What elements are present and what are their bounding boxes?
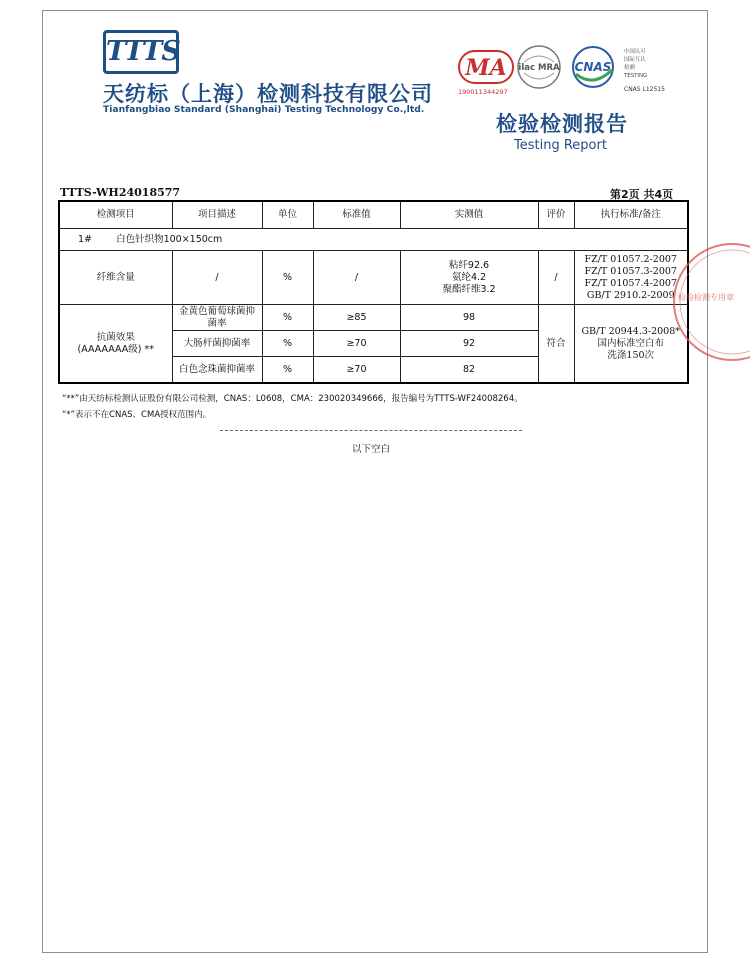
sample-row [59, 229, 688, 251]
test-item [59, 305, 172, 384]
standard-line: FZ/T 01057.2-2007 [584, 253, 677, 265]
unit: % [262, 251, 313, 305]
standard-line: 国内标准空白布 [597, 337, 664, 349]
standard-value: / [313, 251, 400, 305]
dashed-divider [220, 430, 522, 431]
test-item-line: (AAAAAAA级) ** [77, 343, 154, 355]
standard-line: GB/T 2910.2-2009 [586, 289, 675, 301]
measured-line: 氨纶4.2 [451, 271, 487, 283]
measured-value [400, 251, 538, 305]
company-logo [103, 30, 179, 74]
cnas-side-text [624, 48, 647, 80]
measured-value: 98 [400, 305, 538, 331]
ilac-text: ilac MRA [518, 63, 560, 73]
item-description: 大肠杆菌抑菌率 [172, 331, 262, 357]
seal-text: 检验检测专用章 [678, 293, 734, 302]
cnas-side-line: 检测 [624, 65, 635, 71]
table-row [59, 251, 688, 305]
item-description: 金黄色葡萄球菌抑菌率 [172, 305, 262, 331]
sample-description: 白色针织物100×150cm [116, 233, 223, 245]
test-item: 纤维含量 [59, 251, 172, 305]
item-description: 白色念珠菌抑菌率 [172, 357, 262, 384]
cnas-text: CNAS [574, 60, 612, 74]
execution-standard [574, 251, 688, 305]
standard-value: ≥70 [313, 331, 400, 357]
unit: % [262, 305, 313, 331]
table-row [59, 305, 688, 331]
logo-text: TTTS [106, 36, 180, 67]
column-header: 评价 [538, 201, 574, 229]
ilac-mra-icon [516, 44, 562, 90]
page-current: 第2页 [610, 188, 640, 201]
sample-cell [59, 229, 688, 251]
standard-value: ≥85 [313, 305, 400, 331]
unit: % [262, 357, 313, 384]
test-item-line: 抗菌效果 [96, 331, 135, 343]
table-header-row [59, 201, 688, 229]
inspection-seal-icon [672, 232, 734, 372]
measured-value: 92 [400, 331, 538, 357]
company-name-cn: 天纺标（上海）检测科技有限公司 [103, 82, 433, 106]
company-name-en: Tianfangbiao Standard (Shanghai) Testing Technology Co.,ltd. [103, 104, 425, 115]
measured-line: 聚酯纤维3.2 [442, 283, 496, 295]
results-table [58, 200, 689, 384]
column-header: 项目描述 [172, 201, 262, 229]
cma-mark-icon [458, 50, 514, 84]
footnote-scope: “*”表示不在CNAS、CMA授权范围内。 [62, 410, 212, 420]
execution-standard [574, 305, 688, 384]
ma-text: MA [465, 55, 507, 81]
report-number: TTTS-WH24018577 [60, 186, 181, 199]
cnas-side-line: TESTING [624, 73, 648, 79]
column-header: 单位 [262, 201, 313, 229]
sample-id: 1# [78, 233, 93, 245]
page-total: 共4页 [643, 188, 674, 201]
standard-value: ≥70 [313, 357, 400, 384]
cnas-side-line: 国际互认 [624, 57, 646, 63]
standard-line: FZ/T 01057.4-2007 [584, 277, 677, 289]
report-title-en: Testing Report [514, 138, 607, 153]
column-header: 实测值 [400, 201, 538, 229]
measured-value: 82 [400, 357, 538, 384]
report-title-cn: 检验检测报告 [496, 112, 628, 136]
standard-line: GB/T 20944.3-2008* [581, 325, 681, 337]
evaluation: 符合 [538, 305, 574, 384]
cnas-icon [568, 44, 618, 90]
page-border [42, 10, 708, 953]
cma-number: 190011344297 [458, 88, 508, 96]
blank-below-note: 以下空白 [352, 444, 391, 455]
column-header: 执行标准/备注 [574, 201, 688, 229]
evaluation: / [538, 251, 574, 305]
footnote-cma: “**”由天纺标检测认证股份有限公司检测，CNAS：L0608，CMA：230020349666，报告编号为TTTS-WF24008264。 [62, 394, 523, 404]
standard-line: 洗涤150次 [607, 349, 655, 361]
cnas-number: CNAS L12515 [624, 86, 665, 93]
column-header: 标准值 [313, 201, 400, 229]
column-header: 检测项目 [59, 201, 172, 229]
cnas-side-line: 中国认可 [624, 49, 646, 55]
unit: % [262, 331, 313, 357]
measured-line: 粘纤92.6 [448, 259, 490, 271]
item-description: / [172, 251, 262, 305]
standard-line: FZ/T 01057.3-2007 [584, 265, 677, 277]
